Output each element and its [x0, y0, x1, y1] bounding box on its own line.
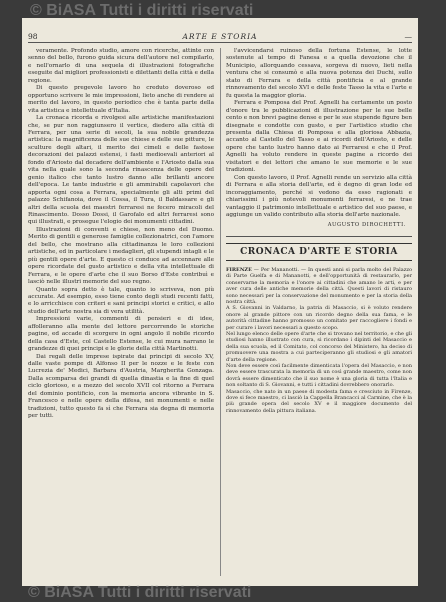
cronaca-text: — Per Mananotti. — In questi anni si parla molto del Palazzo di Parte Guelfa e di Mananotti, e dell'opportunità di restaurarlo, per conservarne la memoria e l'onore ai cittadini che amano le arti, e per aver cura delle antiche memorie della città. Questi lavori di ristauro sono necessari per la conservazione del monumento e per la storia della nostra città. [226, 266, 413, 305]
left-paragraph: Dai regali delle imprese ispirate dai principi di secolo XV, dalle vaste pompe di Alfonso II per le nozze e le feste con Lucrezia de' Medici, Barbara d'Austria, Margherita Gonzaga. Dalla scomparsa dei grandi di quella dinastia e la fine di quel ciclo glorioso, e a mezzo del secolo XVII col ritorno a Ferrara del dominio pontificio, con la memoria ancora vibrante in S. Francesco e nelle opere della difesa, nei monumenti e nelle tradizioni, tutto questo fa sì che Ferrara sia degna di memoria per tutti. [28, 353, 214, 420]
cronaca-item [226, 363, 412, 389]
left-paragraph: Illustrazioni di conventi e chiese, non meno del Duomo. Merito di gentili e generose famiglie collezionatrici, con l'amore del bello, che mostrano alla cittadinanza le loro collezioni artistiche, ed in particolare i medaglieri, gli stupendi intagli e le più gentili opere d'arte. E questo ci conduce ad accennare alle opere ricordate del gusto artistico e della vita intellettuale di Ferrara, e le opere d'arte che il suo Borso d'Este contribuì e lasciò nelle illustri memorie del suo regno. [28, 226, 214, 286]
right-paragraph: Ferrara e Pomposa del Prof. Agnelli ha certamente un posto d'onore tra le pubblicazioni di illustrazione per le sue belle cento e non brevi pagine dense e per le sue stupende figure ben disegnate e condotte con gusto, e per l'artistico studio che presenta dalla Chiesa di Pomposa e alla gloriosa Abbazia, accanto al Castello del Tasso e ai ricordi dell'Ariosto, e delle opere che tanto lustro hanno dato ai Ferraresi e che il Prof. Agnelli ha voluto rendere in queste pagine a ricordo dei visitatori e dei lettori che amano le sue memorie e le sue tradizioni. [226, 100, 412, 174]
watermark-bottom: © BiASA Tutti i diritti riservati [28, 584, 252, 601]
watermark-top: © BiASA Tutti i diritti riservati [30, 2, 254, 19]
document-page [22, 2, 418, 601]
cronaca-rubric: FIRENZE [226, 266, 252, 273]
left-paragraph: La cronaca ricorda e rivolgesi alle artistiche manifestazioni che, se pur non raggiunsero il vertice, diedero alla città di Ferrara, per una serie di secoli, la sua nobile grandezza artistica: la magnificenza delle sue chiese e delle sue pitture, le sculture degli altari, il merito dei cimeli e delle fastose decorazioni dei palazzi estensi, i fasti medioevali anteriori al fondo d'Ariosto dal decadere dell'ambiente e l'Ariosto dalla sua vita nella quale sono la seconda rinascenza delle opere del genio italico che tanto lustro danno alle brillanti ancore dell'epoca. Le tante industrie e gli ammirabili capolavori che apporta ogni cosa a Ferrara, specialmente gli alti primi del palazzo Schifanoia, dove il Cossa, il Tura, il Baldassare e gli altri della scuola dei maestri ferraresi ne fecero miracoli del Rinascimento. Dosso Dossi, il Garofalo ed altri ferraresi sono qui illustrati, e prosegue l'elogio dei monumenti cittadini. [28, 115, 214, 226]
cronaca-item [226, 305, 412, 331]
cronaca-item [226, 267, 412, 305]
left-paragraph: Quanto sopra detto è tale, quanto io scriveva, non più accurate. Ad esempio, esso tiene conto degli studi recenti fatti, e lo arricchisce con criteri e sani principi storici e critici, e allo studio dell'arte nostra sia di vera utilità. [28, 286, 214, 315]
right-paragraph: l'avvicendarsi ruinoso della fortuna Estense, le lotte sostenute al tempo di Fanesa e a quella devozione che il Municipio, allorquando cessava, sorgeva di nuovo, lieti nella ventura che si consumò e alla nuova potenza dei Duchi, sullo stato di Ferrara e della città pontificia e al grande rinnovamento del secolo XVI e delle feste Tasso la vita e l'arte e fu questa la maggior gloria. [226, 48, 412, 99]
divider [226, 236, 412, 237]
right-column [226, 48, 412, 578]
cronaca-text: Non deve essere così facilmente dimenticata l'opera del Masaccio, e non deve essere trascurata la memoria di un così grande maestro, come non dovrà essere dimenticato che il suo nome è una gloria di tutta l'Italia e non soltanto di S. Giovanni, e tutti i cittadini dovrebbero onorarlo. [226, 362, 412, 389]
author-signature: AUGUSTO DIROCHETTI. [327, 222, 406, 229]
right-paragraph: Con questo lavoro, il Prof. Agnelli rende un servizio alla città di Ferrara e alla storia dell'arte, ed è degno di gran lode ed incoraggiamento, perché si vedono da esso ragionati e chiarissimi i più notevoli monumenti ferraresi, e ne trae vantaggio il patrimonio intellettuale e artistico del suo paese, e aggiunge un valido contributo alla storia dell'arte nazionale. [226, 174, 412, 218]
cronaca-item [226, 331, 412, 363]
cronaca-text: Masaccio, che nato in un paese di modesta fama e cresciuto in Firenze, dove si fece maestro, ci lasciò la Cappella Brancacci al Carmine, che è la più grande opera del secolo XV e il maggiore documento del rinnovamento della pittura italiana. [226, 388, 412, 414]
left-paragraph: Di questo pregevole lavoro ho creduto doveroso ed opportuno scrivere le mie impressioni, lieto anche di rendere ai merito del lavoro, in questo periodico che è tanta parte della vita artistica e intellettuale d'Italia. [28, 85, 214, 114]
header-mark: — [404, 31, 412, 41]
page-header [28, 30, 412, 43]
cronaca-text: Nel lungo elenco delle opere d'arte che si trovano nel territorio, e che gli studiosi hanno illustrato con cura, si ricordano i dipinti del Masaccio e della sua scuola, ed il Comitato, col concorso del Ministero, ha deciso di promuovere una mostra a cui parteciperanno gli studiosi e gli amatori d'arte della regione. [226, 330, 412, 363]
section-title: CRONACA D'ARTE E STORIA [226, 243, 412, 261]
cronaca-section [226, 267, 412, 414]
page-number: 98 [28, 31, 38, 41]
running-title: ARTE E STORIA [182, 31, 258, 41]
column-divider [220, 48, 221, 576]
left-paragraph: Impressioni varie, commenti di pensieri e di idee, affolleranno alla mente del lettore percorrendo le storiche pagine, ed accade di scorgere in ogni angolo il nobile ricordo della casa d'Este, col Castello Estense, le cui mura narrano le grandezze di quei principi e le glorie della città Martinotti. [28, 316, 214, 353]
cronaca-text: A S. Giovanni in Valdarno, la patria di Masaccio, si è voluto rendere onore al grande pittore con un ricordo degno della sua fama, e le autorità cittadine hanno promosso un comitato per raccogliere i fondi e per curare i lavori necessari a questo scopo. [226, 305, 412, 331]
cronaca-item [226, 389, 412, 415]
left-column [28, 48, 214, 578]
left-paragraph: veramente. Profondo studio, amore con ricerche, attinte con senno del bello, furono guida sicura dell'autore nel compilarlo, e nell'ornarlo di una sequela di illustrazioni fotografiche eseguite dal migliori professionisti e dilettanti della città e della regione. [28, 48, 214, 84]
